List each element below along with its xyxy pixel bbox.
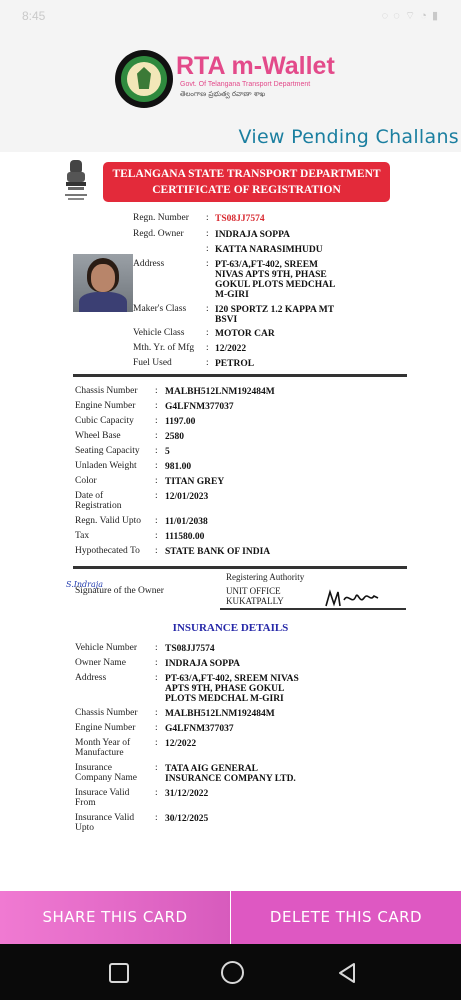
spec-label: Regn. Valid Upto <box>75 516 142 526</box>
status-time: 8:45 <box>22 9 46 23</box>
makers-class-value: I20 SPORTZ 1.2 KAPPA MT BSVI <box>215 305 335 325</box>
spec-label: Tax <box>75 531 90 541</box>
authority-signature-icon <box>322 586 382 610</box>
fuel-label: Fuel Used <box>133 358 172 368</box>
office-line2: KUKATPALLY <box>226 596 284 606</box>
view-pending-challans-link[interactable]: View Pending Challans <box>238 126 459 148</box>
regn-number-label: Regn. Number <box>133 213 189 223</box>
home-icon[interactable] <box>221 961 244 984</box>
spec-value: 12/01/2023 <box>165 492 209 502</box>
insurance-label: Address <box>75 673 107 683</box>
spec-label: Hypothecated To <box>75 546 140 556</box>
insurance-label: Vehicle Number <box>75 643 137 653</box>
relation-value: KATTA NARASIMHUDU <box>215 245 323 255</box>
owner-signature: S.Indraja <box>66 580 104 589</box>
insurance-value: 12/2022 <box>165 739 197 749</box>
vehicle-class-label: Vehicle Class <box>133 328 185 338</box>
spec-label: Unladen Weight <box>75 461 137 471</box>
spec-value: STATE BANK OF INDIA <box>165 547 271 557</box>
insurance-value: MALBH512LNM192484M <box>165 709 275 719</box>
regn-number-value: TS08JJ7574 <box>215 214 265 224</box>
spec-label: Engine Number <box>75 401 136 411</box>
spec-value: 2580 <box>165 432 184 442</box>
spec-label: Chassis Number <box>75 386 138 396</box>
fuel-value: PETROL <box>215 359 255 369</box>
telangana-transport-logo <box>115 50 173 108</box>
address-label: Address <box>133 259 165 269</box>
spec-label: Wheel Base <box>75 431 121 441</box>
certificate-header <box>103 162 390 202</box>
mfg-label: Mth. Yr. of Mfg <box>133 343 195 353</box>
insurance-value: 30/12/2025 <box>165 814 209 824</box>
insurance-value: G4LFNM377037 <box>165 724 234 734</box>
spec-label: Color <box>75 476 97 486</box>
insurance-label: Insurace Valid From <box>75 788 130 808</box>
spec-label: Seating Capacity <box>75 446 140 456</box>
insurance-label: Chassis Number <box>75 708 138 718</box>
regd-owner-label: Regd. Owner <box>133 229 184 239</box>
brand-telugu-text: తెలంగాణ ప్రభుత్వ రవాణా శాఖ <box>180 90 266 98</box>
regd-owner-value: INDRAJA SOPPA <box>215 230 291 240</box>
system-navbar <box>0 944 461 1000</box>
spec-value: G4LFNM377037 <box>165 402 234 412</box>
insurance-value: TATA AIG GENERAL INSURANCE COMPANY LTD. <box>165 764 296 784</box>
office-line1: UNIT OFFICE <box>226 586 281 596</box>
insurance-title: INSURANCE DETAILS <box>172 622 289 634</box>
status-bar <box>0 0 461 34</box>
insurance-label: Month Year of Manufacture <box>75 738 131 758</box>
address-value: PT-63/A,FT-402, SREEM NIVAS APTS 9TH, PHASE GOKUL PLOTS MEDCHAL M-GIRI <box>215 260 336 300</box>
insurance-label: Engine Number <box>75 723 136 733</box>
insurance-value: TS08JJ7574 <box>165 644 215 654</box>
spec-value: 981.00 <box>165 462 192 472</box>
divider <box>73 566 407 569</box>
share-card-button[interactable]: SHARE THIS CARD <box>0 891 230 944</box>
insurance-label: Insurance Company Name <box>75 763 138 783</box>
spec-value: 1197.00 <box>165 417 196 427</box>
insurance-label: Owner Name <box>75 658 126 668</box>
certificate-dept-title: TELANGANA STATE TRANSPORT DEPARTMENT <box>112 168 381 180</box>
delete-card-button[interactable]: DELETE THIS CARD <box>231 891 461 944</box>
spec-label: Cubic Capacity <box>75 416 134 426</box>
brand-subtitle: Govt. Of Telangana Transport Department <box>180 81 311 88</box>
brand-title: RTA m-Wallet <box>176 52 335 80</box>
makers-class-label: Maker's Class <box>133 304 187 314</box>
signature-divider <box>220 608 406 610</box>
spec-value: 11/01/2038 <box>165 517 208 527</box>
spec-value: 111580.00 <box>165 532 205 542</box>
national-emblem-icon <box>62 158 90 202</box>
vehicle-class-value: MOTOR CAR <box>215 329 275 339</box>
insurance-value: PT-63/A,FT-402, SREEM NIVAS APTS 9TH, PHASE GOKUL PLOTS MEDCHAL M-GIRI <box>165 674 299 704</box>
owner-photo <box>73 254 133 312</box>
authority-label: Registering Authority <box>226 572 305 582</box>
insurance-label: Insurance Valid Upto <box>75 813 135 833</box>
status-icons: ◌ ◌ ⌔ ◔ ▮ <box>381 10 439 22</box>
certificate-title: CERTIFICATE OF REGISTRATION <box>152 184 341 196</box>
spec-value: TITAN GREY <box>165 477 225 487</box>
divider <box>73 374 407 377</box>
spec-value: MALBH512LNM192484M <box>165 387 275 397</box>
spec-label: Date of Registration <box>75 491 122 511</box>
back-icon[interactable] <box>336 961 358 985</box>
insurance-value: INDRAJA SOPPA <box>165 659 241 669</box>
recents-icon[interactable] <box>109 963 129 983</box>
insurance-value: 31/12/2022 <box>165 789 209 799</box>
spec-value: 5 <box>165 447 170 457</box>
owner-signature-label: Signature of the Owner <box>75 586 164 596</box>
mfg-value: 12/2022 <box>215 344 247 354</box>
